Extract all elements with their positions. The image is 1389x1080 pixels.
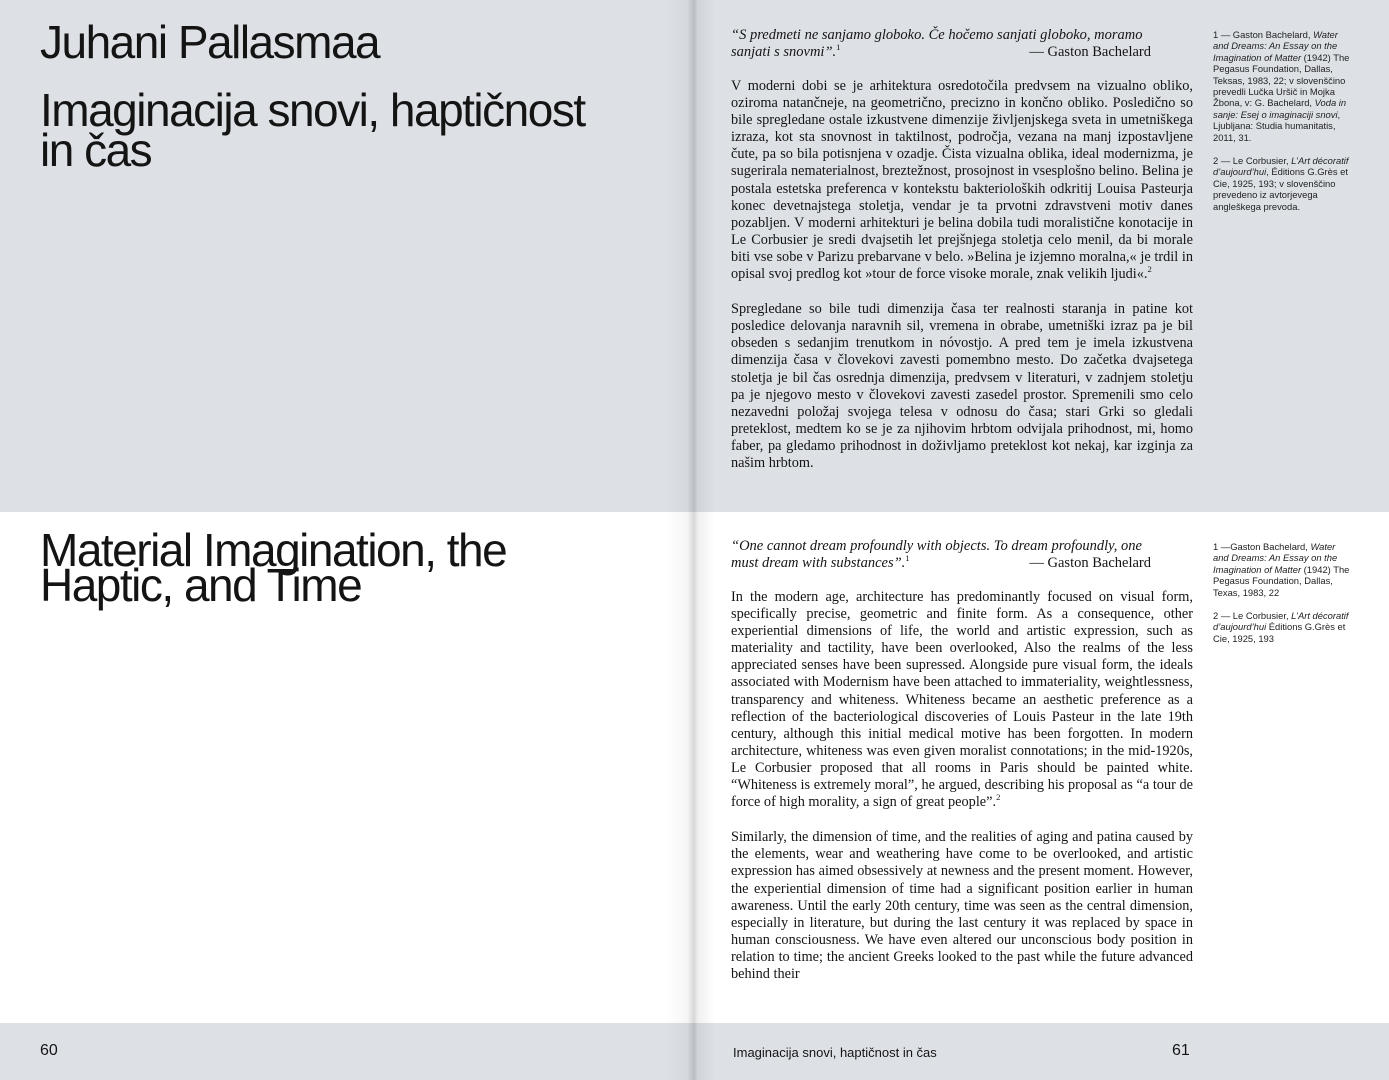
footnote-text: 2 — Le Corbusier, (1213, 155, 1292, 167)
paragraph (731, 78, 1193, 283)
footnotes-slovene (1213, 29, 1353, 224)
footnote-text: (1942) The Pegasus Foundation, Dallas, Texas, 1983, 22 (1213, 563, 1350, 598)
footnote-book-title: Water and Dreams: An Essay on the Imagination of Matter (1213, 541, 1338, 575)
footnote-text: 2 — Le Corbusier, (1213, 610, 1292, 622)
epigraph-quote: “S predmeti ne sanjamo globoko. Če hočemo sanjati globoko, moramo sanjati s snovmi”. (731, 27, 1143, 60)
paragraph (731, 589, 1193, 811)
footnote-book-title: Water and Dreams: An Essay on the Imagination of Matter (1213, 29, 1338, 63)
book-gutter-shadow (665, 0, 715, 1080)
running-title: Imaginacija snovi, haptičnost in čas (733, 1045, 937, 1060)
epigraph-attribution: — Gaston Bachelard (1029, 555, 1151, 572)
title-slovene: Imaginacija snovi, haptičnost in čas (40, 84, 585, 176)
footnote-text: 1 — Gaston Bachelard, (1213, 29, 1314, 40)
footnote-text: 1 —Gaston Bachelard, (1213, 541, 1311, 552)
footnote-ref: 1 (905, 552, 910, 563)
footnote-1 (1213, 541, 1353, 598)
footnotes-english (1213, 541, 1353, 656)
paragraph-text: Similarly, the dimension of time, and the realities of aging and patina caused by the elements, wear and weathering have come to be overlooked, and artistic expression has aimed obsessively at newness and the present moment. However, the experiential dimension of time had a significant position earlier in human awareness. Until the early 20th century, time was seen as the central dimension, especially in literature, but during the last century it was replaced by space in human consciousness. We have even altered our unconscious body position in relation to time; the ancient Greeks looked to the past while the future advanced behind their (731, 829, 1193, 982)
paragraph (731, 301, 1193, 472)
footnote-ref: 1 (836, 41, 841, 52)
epigraph-attribution: — Gaston Bachelard (1029, 44, 1151, 61)
page-number-left: 60 (40, 1042, 58, 1059)
footnote-book-title: Voda in sanje: Esej o imaginaciji snovi (1213, 97, 1347, 120)
footnote-book-title: L’Art décoratif d’aujourd’hui (1213, 155, 1349, 178)
footnote-1 (1213, 29, 1353, 143)
footnote-ref: 2 (996, 792, 1001, 803)
title-english: Material Imagination, the Haptic, and Time (40, 524, 507, 611)
paragraph-text: Spregledane so bile tudi dimenzija časa ter realnosti staranja in patine kot posledice delovanja naravnih sil, vremena in obrabe, umetniški izraz pa je bil obseden s sedanjim trenutkom in nóvostjo. A pred tem je imela izkustvena dimenzija časa v človekovi zavesti pomembno mesto. Do začetka dvajsetega stoletja je bil čas osrednja dimenzija, predvsem v literaturi, v zadnjem stoletju pa je njegovo mesto v človekovi zavesti zasedel prostor. Spremenili smo celo nezavedni položaj svojega telesa v odnosu do časa; stari Grki so gledali preteklost, medtem ko se je za njihovim hrbtom odvijala prihodnost, mi, homo faber, pa gledamo prihodnost in doživljamo preteklost kot nekaj, kar izginja za našim hrbtom. (731, 301, 1193, 471)
footnote-book-title: L’Art décoratif d’aujourd’hui (1213, 610, 1349, 633)
page-number-right: 61 (1172, 1042, 1190, 1059)
paragraph (731, 829, 1193, 983)
paragraph-text: V moderni dobi se je arhitektura osredotočila predvsem na vizualno obliko, oziroma natančneje, na geometrično, precizno in končno obliko. Posledično so bile spregledane ostale izkustvene dimenzije življenjskega sveta in umetniškega izraza, kot sta snovnost in taktilnost, področja, vezana na manj izpostavljene čute, pa so bila potisnjena v ozadje. Čista vizualna oblika, ideal modernizma, je sugerirala nematerialnost, breztežnost, prosojnost in vsesplošno belino. Belina je postala estetska preferenca v kontekstu bakterioloških odkritij Louisa Pasteurja konec devetnajstega stoletja, vendar je ta prvotni zdravstveni motiv danes pozabljen. V moderni arhitekturi je belina dobila tudi moralistične konotacije in Le Corbusier je sredi dvajsetih let prejšnjega stoletja celo menil, da bi morale biti vse sobe v Parizu prebarvane v belo. »Belina je izjemno moralna,« je trdil in opisal svoj predlog kot »tour de force visoke morale, znak velikih ljudi«. (731, 78, 1193, 283)
paragraph-text: In the modern age, architecture has predominantly focused on visual form, specifically precise, geometric and finite form. As a consequence, other experiential dimensions of life, the world and artistic expression, such as materiality and tactility, have been overlooked, Also the realms of the less appreciated senses have been supressed. Alongside pure visual form, the ideals associated with Modernism have been attached to immateriality, weightlessness, transparency and whiteness. Whiteness became an aesthetic preference as a reflection of the bacteriological discoveries of Louis Pasteur in the late 19th century, although this initial medical motive has been forgotten. In modern architecture, whiteness was even given moralist connotations; in the mid-1920s, Le Corbusier proposed that all rooms in Paris should be painted white. “Whiteness is extremely moral”, he argued, describing his proposal as “a tour de force of high morality, a sign of great people”. (731, 589, 1193, 811)
epigraph-quote: “One cannot dream profoundly with objects. To dream profoundly, one must dream with substances”. (731, 538, 1142, 571)
epigraph-english (731, 538, 1161, 572)
footnote-text: Éditions G.Grès et Cie, 1925, 193 (1213, 621, 1346, 644)
author-name: Juhani Pallasmaa (40, 16, 380, 68)
footnote-text: , Ljubljana: Studia humanitatis, 2011, 31. (1213, 108, 1341, 143)
footnote-2 (1213, 610, 1353, 644)
footnote-ref: 2 (1147, 264, 1152, 275)
body-text-slovene (731, 78, 1193, 490)
body-text-english (731, 589, 1193, 999)
epigraph-slovene (731, 27, 1161, 61)
footnote-2 (1213, 155, 1353, 212)
footnote-text: , Éditions G.Grès et Cie, 1925, 193; v slovenščino prevedeno iz avtorjevega angleškega prevoda. (1213, 166, 1348, 212)
footnote-text: (1942) The Pegasus Foundation, Dallas, Teksas, 1983, 22; v slovenščino prevedli Lučka Uršič in Mojka Žbona, v: G. Bachelard, (1213, 51, 1350, 109)
